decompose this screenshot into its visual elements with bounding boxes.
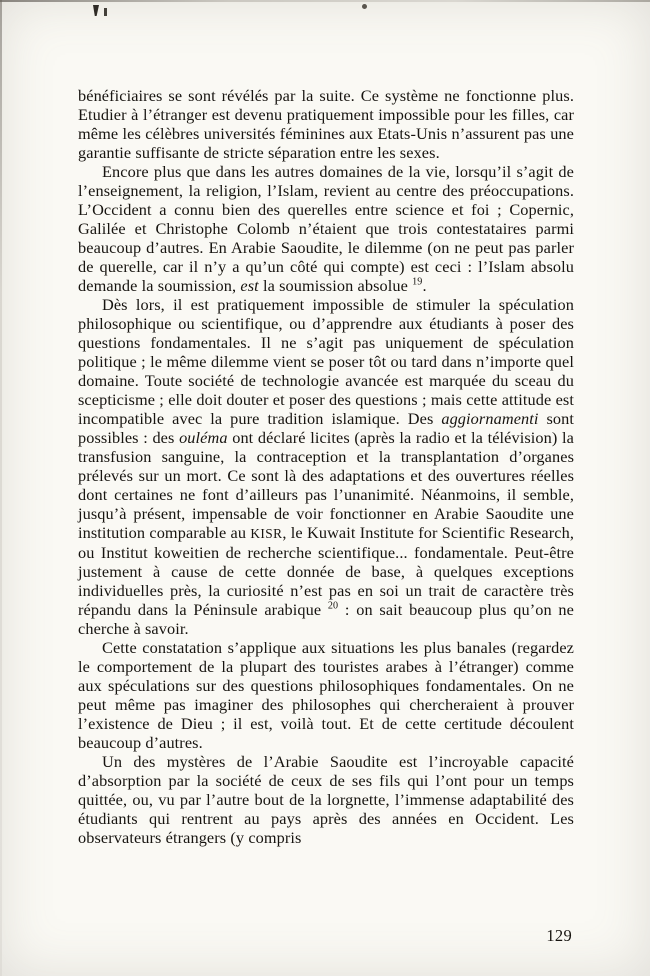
text-run: Cette constatation s’applique aux situations les plus banales (regardez le comportement de la plupart des touristes arabes à l’étranger) comme aux spéculations sur des questions philosophiques fondamentales. On ne peut même pas imaginer des philosophes qui chercheraient à prouver l’existence de Dieu ; il est, voilà tout. Et de cette certitude découlent beaucoup d’autres. (78, 638, 574, 752)
text-run: . (422, 276, 427, 295)
footnote-ref-19: 19 (412, 276, 423, 288)
scan-speck-artifact (93, 5, 99, 16)
paragraph (78, 162, 574, 295)
scan-edge-artifact (0, 0, 650, 2)
text-run: bénéficiaires se sont révélés par la suite. Ce système ne fonctionne plus. Etudier à l’étranger est devenu pratiquement impossible pour les filles, car même les célèbres universités féminines aux Etats-Unis n’assurent pas une garantie suffisante de stricte séparation entre les sexes. (78, 86, 574, 162)
text-run: , le Kuwait Institute for Scientific Research, ou Institut koweitien de recherche scientifique... fondamentale. Peut-être justement à cause de cette donnée de base, à quelques exceptions individuelles près, la curiosité n’est pas en soi un trait de caractère très répandu dans la Péninsule arabique (78, 523, 574, 619)
paragraph (78, 638, 574, 752)
scan-speck-artifact (362, 4, 367, 9)
text-run: : on sait beaucoup plus qu’on ne cherche à savoir. (78, 600, 574, 638)
text-run: Un des mystères de l’Arabie Saoudite est l’incroyable capacité d’absorption par la société de ceux de ses fils qui l’ont pour un temps quittée, ou, vu par l’autre bout de la lorgnette, l’immense adaptabilité des étudiants qui rentrent au pays après des années en Occident. Les observateurs étrangers (y compris (78, 752, 574, 847)
scan-edge-artifact (0, 0, 2, 976)
text-run: Encore plus que dans les autres domaines de la vie, lorsqu’il s’agit de l’enseignement, la religion, l’Islam, revient au centre des préoccupations. L’Occident a connu bien des querelles entre science et foi ; Copernic, Galilée et Christophe Colomb n’étaient que trois contestataires parmi beaucoup d’autres. En Arabie Saoudite, le dilemme (on ne peut pas parler de querelle, car il n’y a qu’un côté qui compte) est ceci : l’Islam absolu demande la soumission, (78, 162, 574, 295)
paragraph (78, 295, 574, 638)
paragraph (78, 86, 574, 162)
text-run: ont déclaré licites (après la radio et la télévision) la transfusion sanguine, la contraception et la transplantation d’organes prélevés sur un mort. Ce sont là des adaptations et des ouvertures réelles dont certaines ne font d’ailleurs pas l’unanimité. Néanmoins, il semble, jusqu’à présent, impensable de voir fonctionner en Arabie Saoudite une institution comparable au (78, 428, 574, 542)
text-run: la soumission absolue (258, 276, 413, 295)
paragraph (78, 752, 574, 847)
footnote-ref-20: 20 (327, 600, 339, 612)
text-run: sont possibles : des (78, 409, 574, 447)
italic-run: ouléma (179, 428, 228, 447)
text-run: Dès lors, il est pratiquement impossible de stimuler la spéculation philosophique ou scientifique, ou d’apprendre aux étudiants à poser des questions fondamentales. Il ne s’agit pas uniquement de spéculation politique ; le même dilemme vient se poser tôt ou tard dans n’importe quel domaine. Toute société de technologie avancée est marquée du sceau du scepticisme ; elle doit douter et poser des questions ; mais cette attitude est incompatible avec la pure tradition islamique. Des (78, 295, 574, 428)
scan-speck-artifact (104, 8, 107, 16)
page-number: 129 (546, 926, 572, 945)
italic-run: aggiornamenti (441, 409, 539, 428)
italic-run: est (240, 276, 259, 295)
page-text (78, 86, 574, 847)
smallcaps-run: KISR (250, 526, 283, 541)
